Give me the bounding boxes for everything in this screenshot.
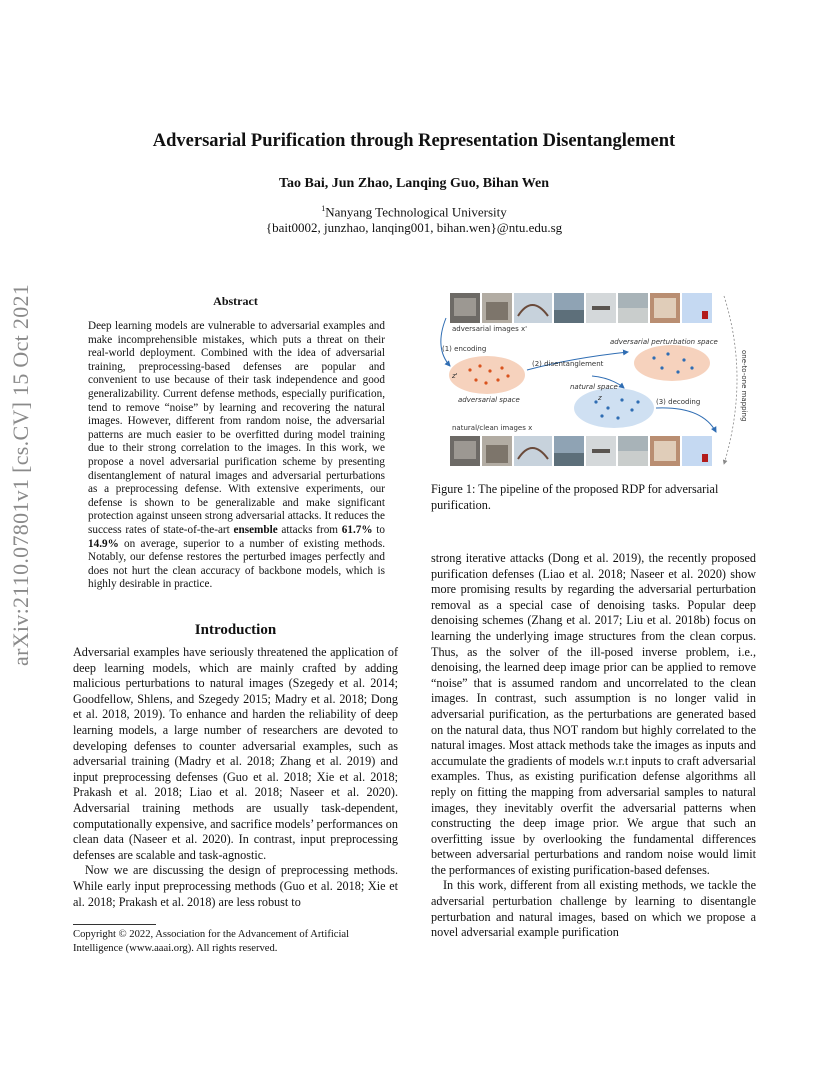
label-one-to-one: one-to-one mapping	[740, 350, 748, 422]
intro-paragraph-1: Adversarial examples have seriously threatened the application of deep learning models, which are mainly crafted by adding malicious perturbations to natural images (Szegedy et al. 2014; Goodfellow, Shlens, and Szegedy 2015; Madry et al. 2018; Dong et al. 2018, 2019). To enhance and harden the reliability of deep learning models, a large number of researchers are devoted to developing defenses to counter adversarial examples, such as adversarial training (Madry et al. 2018; Zhang et al. 2019) and input preprocessing defenses (Guo et al. 2018; Xie et al. 2018; Prakash et al. 2018; Liao et al. 2018; Naseer et al. 2020). Adversarial training methods are usually task-dependent, computationally expensive, and sacrifice models’ performances on clean data (Naseer et al. 2020). In contrast, input preprocessing defenses are scalable and task-agnostic.	[73, 645, 398, 862]
abstract-bold-from: 61.7%	[341, 523, 373, 536]
adversarial-space-blob	[449, 356, 525, 394]
abstract-text-a: Deep learning models are vulnerable to adversarial examples and make incomprehensible mistakes, which puts a threat on their real-world deployment. Combined with the idea of adversarial training, preprocessing-based defenses are popular and convenient to use because of their task independence and good generalizability. Current defense methods, especially purification, tend to remove “noise” by learning and recovering the natural images. However, different from random noise, the adversarial patterns are much easier to be overfitted during model training due to their strong correlation to the images. In this work, we propose a novel adversarial purification scheme by presenting disentanglement of natural images and adversarial perturbations as a preprocessing defense. With extensive experiments, our defense is shown to be generalizable and make significant protection against unseen strong adversarial attacks. It reduces the success rates of state-of-the-art	[88, 320, 385, 536]
right-column-text	[431, 551, 756, 941]
figure-1	[432, 288, 760, 468]
label-encoding: (1) encoding	[442, 345, 487, 353]
label-clean-images: natural/clean images x	[452, 424, 533, 432]
natural-space-blob	[574, 388, 654, 428]
affiliation-name: Nanyang Technological University	[325, 204, 507, 220]
abstract-body	[88, 320, 385, 592]
label-adv-pert-space: adversarial perturbation space	[610, 338, 718, 346]
arxiv-stamp: arXiv:2110.07801v1 [cs.CV] 15 Oct 2021	[8, 283, 33, 666]
abstract-text-b: attacks from	[277, 523, 342, 536]
abstract-bold-ensemble: ensemble	[233, 523, 278, 536]
paper-title: Adversarial Purification through Representation Disentanglement	[152, 131, 676, 151]
decoding-arrow	[656, 408, 716, 432]
label-adv-space: adversarial space	[458, 396, 520, 404]
label-z-prime: z'	[452, 372, 458, 380]
abstract-text-c: to	[372, 523, 385, 536]
abstract-text-d: on average, superior to a number of existing methods. Notably, our defense restores the perturbed images perfectly and does not hurt the clean accuracy of backbone models, which is highly desirable in practice.	[88, 537, 385, 591]
paper-authors: Tao Bai, Jun Zhao, Lanqing Guo, Bihan Wen	[278, 176, 549, 191]
figure-caption: Figure 1: The pipeline of the proposed RDP for adversarial purification.	[431, 482, 719, 512]
label-adv-images: adversarial images x'	[452, 325, 528, 333]
encoding-arrow	[441, 318, 450, 366]
adversarial-image-strip	[450, 293, 712, 323]
abstract-heading: Abstract	[213, 294, 258, 308]
intro-paragraph-2: Now we are discussing the design of preprocessing methods. While early input preprocessing methods (Guo et al. 2018; Xie et al. 2018; Prakash et al. 2018) are less robust to	[73, 863, 398, 909]
copyright-footnote: Copyright © 2022, Association for the Advancement of Artificial Intelligence (www.aaai.org). All rights reserved.	[73, 929, 350, 954]
abstract-bold-to: 14.9%	[88, 537, 119, 550]
intro-paragraph-4: In this work, different from all existing methods, we tackle the adversarial perturbation challenge by learning to disentangle perturbation and natural images, based on which we propose a novel adversarial example purification	[431, 878, 756, 940]
affiliation-superscript: 1	[321, 204, 326, 213]
label-disentangle: (2) disentanglement	[532, 360, 604, 368]
pipeline-diagram	[432, 288, 760, 468]
intro-paragraph-3: strong iterative attacks (Dong et al. 2019), the recently proposed purification defenses (Liao et al. 2018; Naseer et al. 2020) show more promising results by regarding the adversarial perturbation removal as a special case of denoising tasks. Popular deep denoising schemes (Zhang et al. 2017; Liu et al. 2018b) focus on learning the underlying image structures from the clean corpus. Thus, as the solver of the ill-posed inverse problem, i.e., denoising, the learned deep image prior can be applied to remove “noise” that is assumed random and uncorrelated to the clean images. In contrast, such assumption is no longer valid in adversarial purification, as the perturbations are generated based on the natural data, thus NOT random but highly correlated to the natural images. Most attack methods take the images as inputs and accumulate the gradients of models w.r.t inputs to craft adversarial examples. Thus, as existing purification defense algorithms all reply on fitting the mapping from adversarial samples to natural images, they inevitably overfit the adversarial patterns when constructing the deep image prior. We argue that such an overfitting issue by overlooking the fundamental differences between adversarial perturbations and random noise would limit the performances of existing purification-based defenses.	[431, 551, 756, 877]
label-z: z	[598, 394, 602, 402]
left-column-text	[73, 645, 398, 910]
affiliation-block	[60, 201, 768, 236]
label-natural-space: natural space	[570, 383, 618, 391]
perturbation-space-blob	[634, 345, 710, 381]
introduction-heading: Introduction	[194, 622, 277, 638]
label-decoding: (3) decoding	[656, 398, 701, 406]
author-emails: {bait0002, junzhao, lanqing001, bihan.wen}@ntu.edu.sg	[265, 220, 563, 236]
footnote-rule	[73, 924, 156, 925]
clean-image-strip	[450, 436, 712, 466]
one-to-one-arrow	[724, 296, 737, 464]
adv-thumb-3	[514, 293, 552, 323]
